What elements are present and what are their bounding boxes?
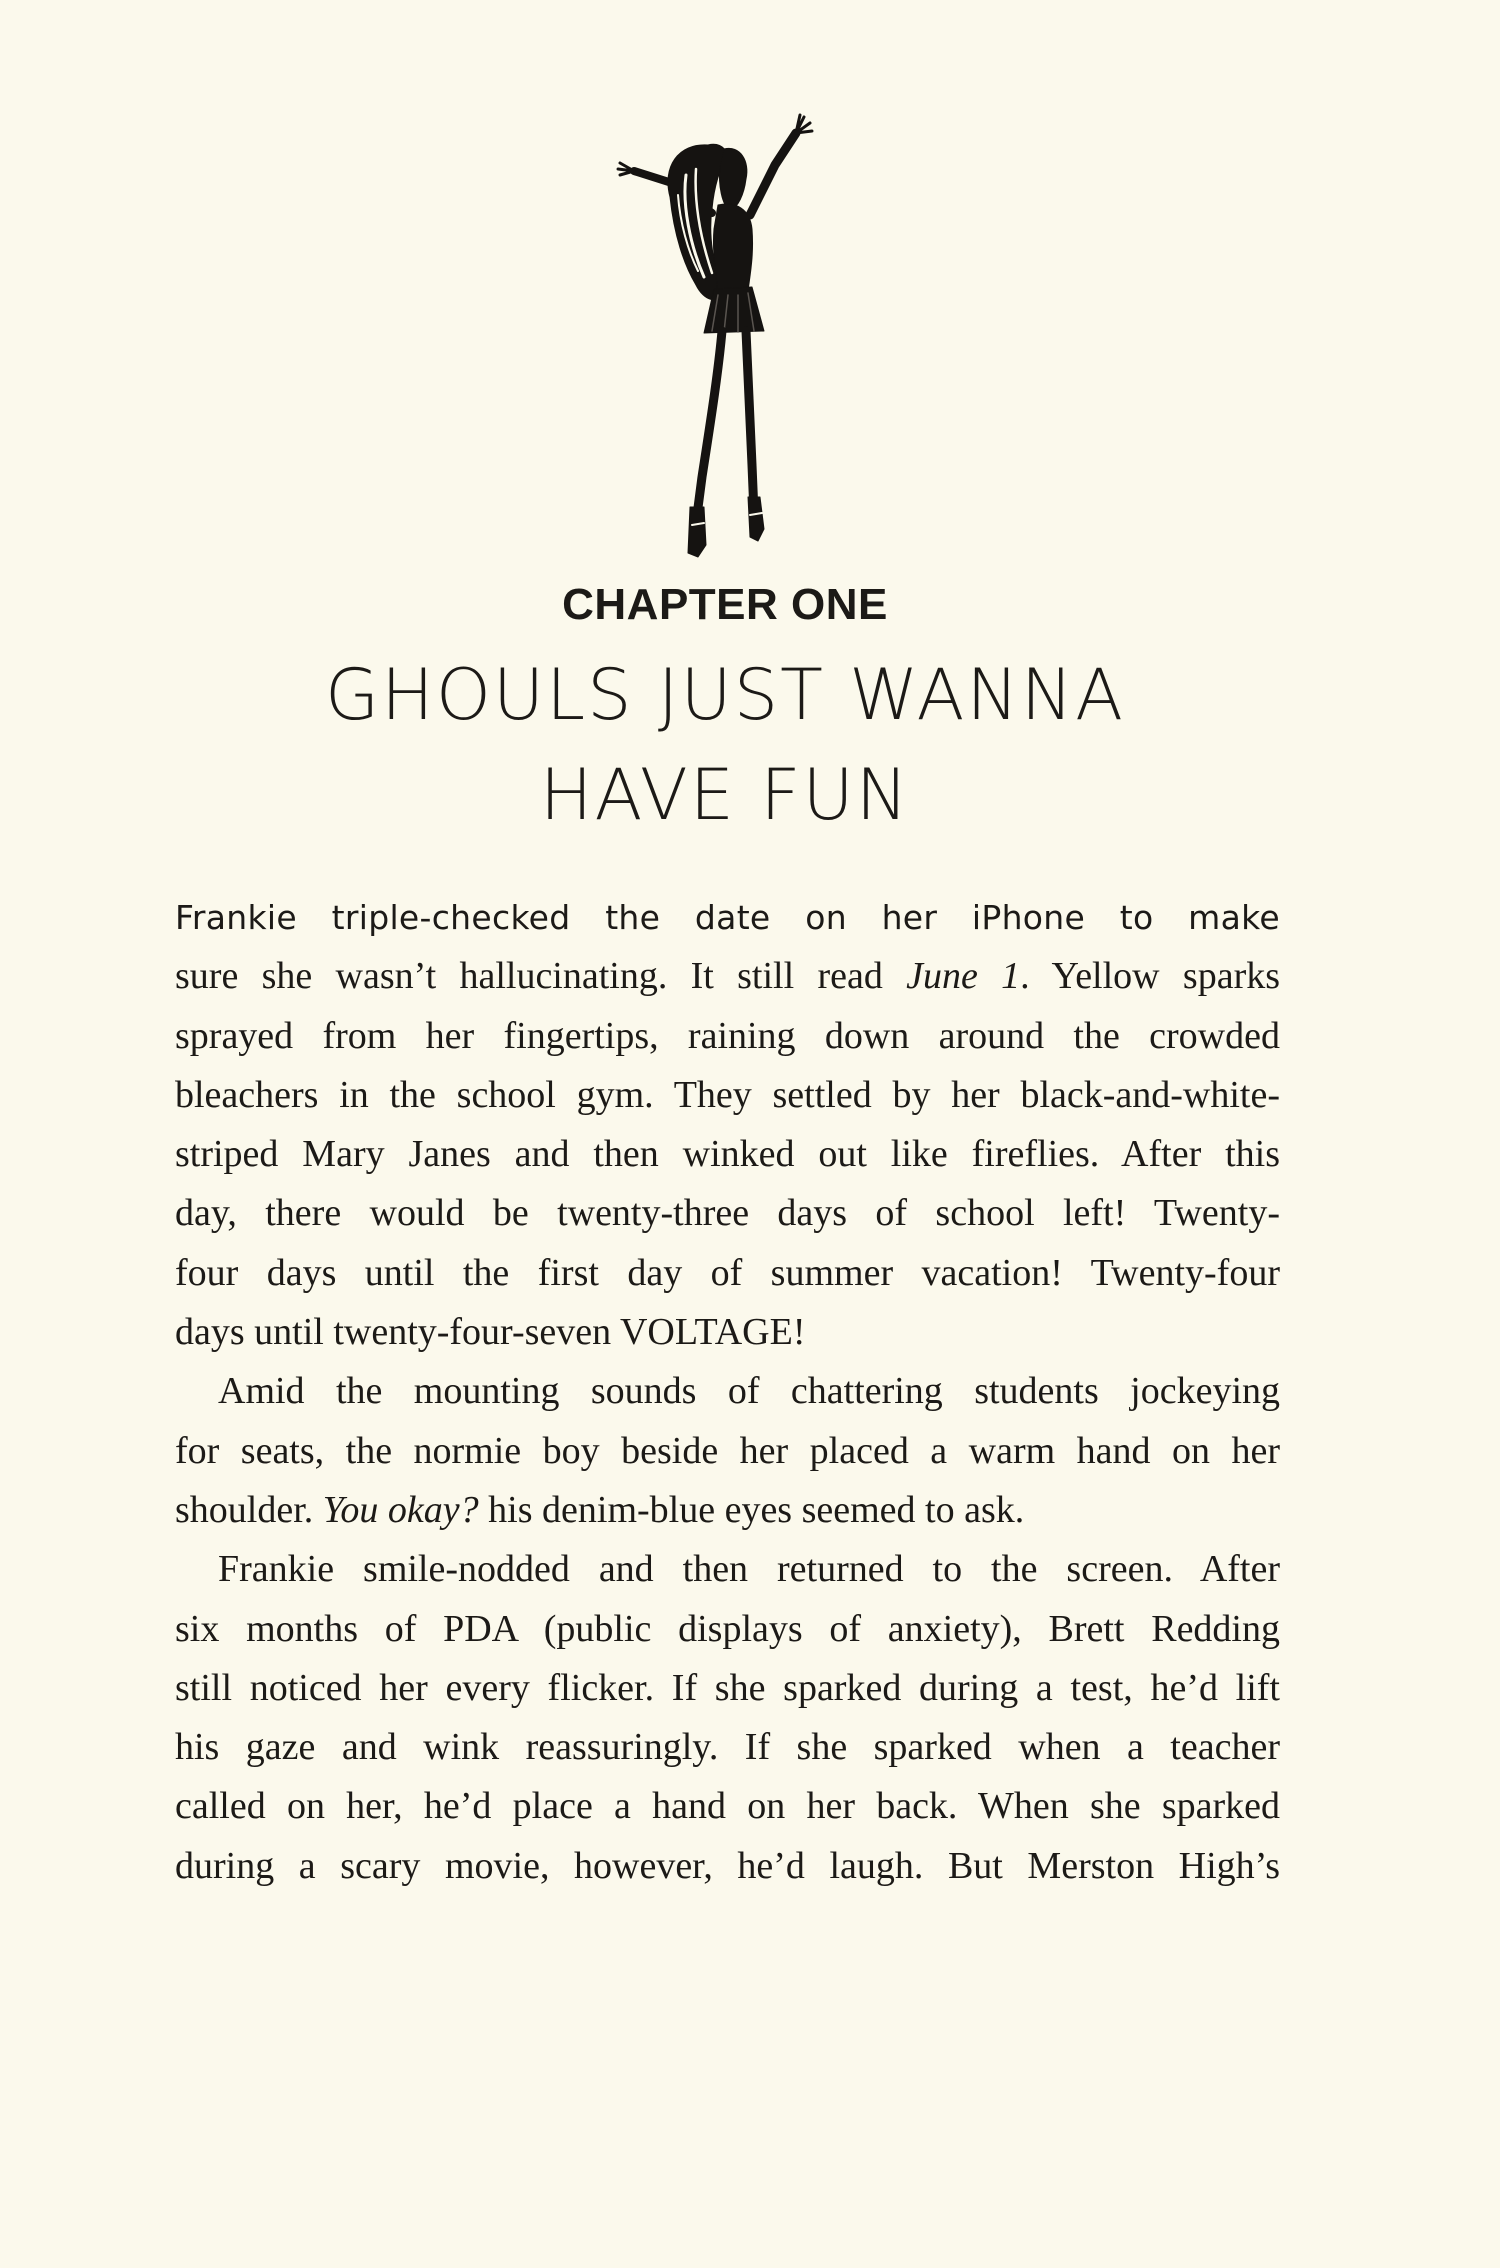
chapter-number: CHAPTER ONE xyxy=(562,580,888,629)
text-run: . Yellow sparks xyxy=(1020,955,1281,998)
text-line: his gaze and wink reassuringly. If she sparked when a teacher xyxy=(175,1726,1280,1769)
text-line: called on her, he’d place a hand on her back. When she sparked xyxy=(175,1785,1280,1828)
text-run: sure she wasn’t hallucinating. It still read xyxy=(175,955,907,998)
chapter-title xyxy=(0,645,1450,845)
chapter-title-line-2: HAVE FUN xyxy=(539,754,911,836)
italic-date: June 1 xyxy=(906,955,1021,998)
text-run: his denim-blue eyes seemed to ask. xyxy=(478,1488,1025,1531)
text-line: still noticed her every flicker. If she sparked during a test, he’d lift xyxy=(175,1666,1280,1709)
text-line: bleachers in the school gym. They settled by her black-and-white- xyxy=(175,1073,1280,1116)
text-line: Frankie smile-nodded and then returned to the screen. After xyxy=(218,1548,1280,1591)
text-line: four days until the first day of summer vacation! Twenty-four xyxy=(175,1251,1280,1294)
paragraph-2 xyxy=(175,1362,1280,1540)
text-line: during a scary movie, however, he’d laugh. But Merston High’s xyxy=(175,1844,1280,1887)
dancing-girl-silhouette-illustration xyxy=(600,105,870,575)
text-line: for seats, the normie boy beside her placed a warm hand on her xyxy=(175,1429,1280,1472)
chapter-title-line-1: GHOULS JUST WANNA xyxy=(324,654,1126,736)
text-line xyxy=(175,888,1280,947)
paragraph-3 xyxy=(175,1540,1280,1896)
text-run: shoulder. xyxy=(175,1488,323,1531)
lead-in-text: Frankie triple-checked the date on her iPhone to make xyxy=(175,898,1280,937)
text-line: six months of PDA (public displays of anxiety), Brett Redding xyxy=(175,1607,1280,1650)
paragraph-1 xyxy=(175,888,1280,1362)
italic-thought: You okay? xyxy=(322,1488,479,1531)
body-text xyxy=(175,888,1280,1896)
text-line: days until twenty-four-seven VOLTAGE! xyxy=(175,1311,806,1354)
text-line: sprayed from her fingertips, raining down around the crowded xyxy=(175,1014,1280,1057)
text-line: Amid the mounting sounds of chattering students jockeying xyxy=(218,1370,1280,1413)
text-line xyxy=(175,947,1280,1006)
text-line: striped Mary Janes and then winked out like fireflies. After this xyxy=(175,1133,1280,1176)
text-line xyxy=(175,1481,1280,1540)
text-line: day, there would be twenty-three days of school left! Twenty- xyxy=(175,1192,1280,1235)
